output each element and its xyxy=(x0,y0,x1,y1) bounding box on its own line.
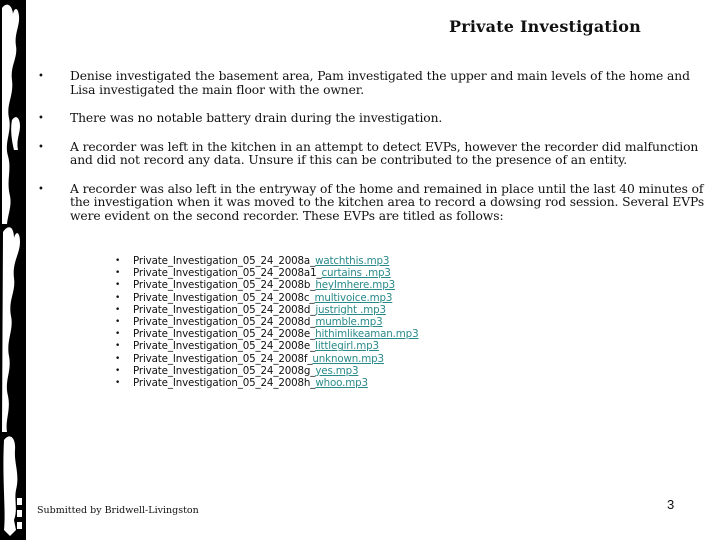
evp-file-prefix: Private_Investigation_05_24_2008h_ xyxy=(133,377,316,390)
evp-file-prefix: Private_Investigation_05_24_2008a_ xyxy=(133,255,316,267)
evp-file-prefix: Private_Investigation_05_24_2008e_ xyxy=(133,328,316,341)
slide-title: Private Investigation xyxy=(449,17,641,36)
evp-file-item xyxy=(115,292,418,304)
bullet-icon: • xyxy=(38,141,44,153)
evp-file-prefix: Private_Investigation_05_24_2008c_ xyxy=(133,291,315,304)
evp-file-link[interactable]: watchthis.mp3 xyxy=(315,255,390,267)
evp-file-item xyxy=(115,316,418,328)
decorative-ghost-border xyxy=(0,0,26,540)
bullet-icon: • xyxy=(115,365,121,376)
bullet-text: A recorder was also left in the entryway of the home and remained in place until the last 40 minutes of the investigation when it was moved to the kitchen area to record a dowsing rod session. Several EVPs were evident on the second recorder. These EVPs are titled as follows: xyxy=(70,181,705,223)
bullet-icon: • xyxy=(38,113,44,124)
evp-file-prefix: Private_Investigation_05_24_2008d_ xyxy=(133,316,316,329)
evp-file-item xyxy=(115,353,418,365)
bullet-icon: • xyxy=(115,280,121,291)
evp-file-item xyxy=(115,365,418,377)
bullet-icon: • xyxy=(115,292,121,303)
bullet-icon: • xyxy=(115,317,121,328)
evp-file-link[interactable]: yes.mp3 xyxy=(315,364,359,377)
bullet-item xyxy=(38,183,708,224)
bullet-item xyxy=(38,112,708,126)
bullet-icon: • xyxy=(115,378,121,389)
bullet-text: Denise investigated the basement area, Pam investigated the upper and main levels of the home and Lisa investigated the main floor with the owner. xyxy=(70,69,690,97)
evp-file-prefix: Private_Investigation_05_24_2008e_ xyxy=(133,340,316,353)
bullet-icon: • xyxy=(115,304,121,315)
evp-file-prefix: Private_Investigation_05_24_2008f_ xyxy=(133,352,313,365)
evp-file-item xyxy=(115,328,418,340)
bullet-item xyxy=(38,141,708,168)
evp-file-link[interactable]: hithimlikeaman.mp3 xyxy=(315,328,419,341)
evp-file-link[interactable]: multivoice.mp3 xyxy=(314,291,393,304)
bullet-icon: • xyxy=(38,183,44,195)
evp-file-prefix: Private_Investigation_05_24_2008a1_ xyxy=(133,267,322,280)
bullet-text: There was no notable battery drain during the investigation. xyxy=(70,111,443,125)
bullet-icon: • xyxy=(115,256,121,266)
bullet-item xyxy=(38,70,708,97)
evp-file-item xyxy=(115,304,418,316)
bullet-icon: • xyxy=(115,353,121,364)
bullet-icon: • xyxy=(38,71,44,82)
bullet-icon: • xyxy=(115,268,121,279)
evp-file-item xyxy=(115,267,418,279)
evp-file-prefix: Private_Investigation_05_24_2008b_ xyxy=(133,279,316,292)
bullet-text: A recorder was left in the kitchen in an attempt to detect EVPs, however the recorder did malfunction and did not record any data. Unsure if this can be contributed to the presence of an entity. xyxy=(70,139,699,167)
evp-file-prefix: Private_Investigation_05_24_2008d_ xyxy=(133,303,316,316)
evp-file-item xyxy=(115,279,418,291)
evp-file-link[interactable]: justright .mp3 xyxy=(315,303,386,316)
evp-file-item xyxy=(115,377,418,389)
bullet-icon: • xyxy=(115,341,121,352)
evp-file-item xyxy=(115,255,418,267)
footer-credit: Submitted by Bridwell-Livingston xyxy=(37,505,199,516)
bullet-icon: • xyxy=(115,329,121,340)
evp-file-link[interactable]: mumble.mp3 xyxy=(315,316,383,329)
evp-file-link[interactable]: curtains .mp3 xyxy=(321,267,391,280)
bullet-list xyxy=(38,70,708,238)
evp-file-list xyxy=(115,255,418,389)
evp-file-link[interactable]: littlegirl.mp3 xyxy=(315,340,379,353)
evp-file-prefix: Private_Investigation_05_24_2008g_ xyxy=(133,364,316,377)
evp-file-link[interactable]: whoo.mp3 xyxy=(315,377,368,390)
ghost-figures-icon xyxy=(0,0,26,540)
evp-file-link[interactable]: heyImhere.mp3 xyxy=(315,279,395,292)
evp-file-link[interactable]: unknown.mp3 xyxy=(312,352,384,365)
evp-file-item xyxy=(115,340,418,352)
page-number: 3 xyxy=(667,497,675,512)
